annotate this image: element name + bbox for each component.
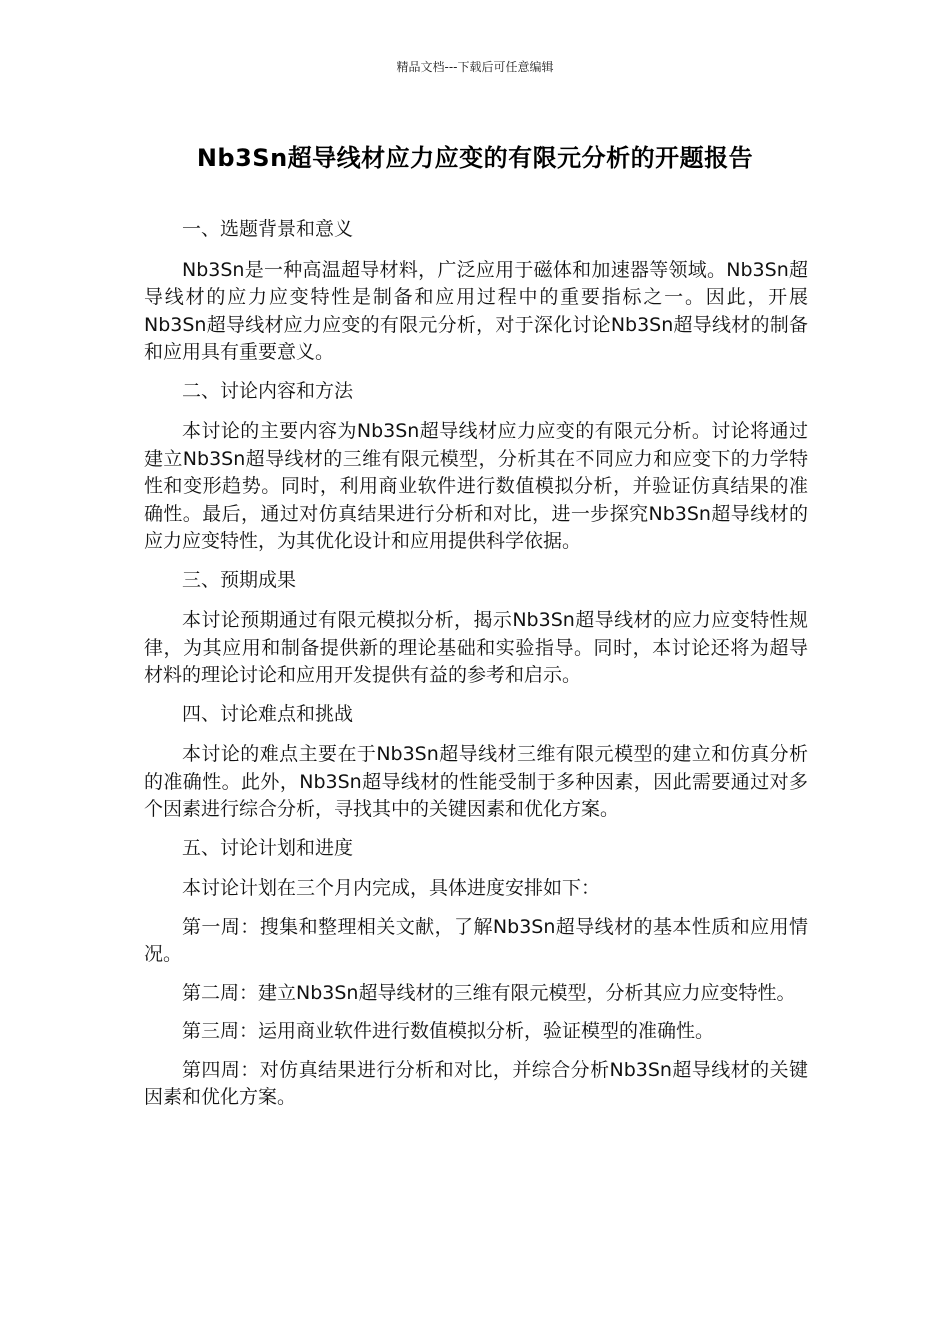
- paragraph-background: Nb3Sn是一种高温超导材料，广泛应用于磁体和加速器等领域。Nb3Sn超导线材的应力应变特性是制备和应用过程中的重要指标之一。因此，开展Nb3Sn超导线材应力应变的有限元分析，对于深化讨论Nb3Sn超导线材的制备和应用具有重要意义。: [144, 258, 808, 363]
- plan-week-3: 第三周：运用商业软件进行数值模拟分析，验证模型的准确性。: [182, 1020, 715, 1042]
- plan-week-2: 第二周：建立Nb3Sn超导线材的三维有限元模型，分析其应力应变特性。: [182, 981, 796, 1004]
- document-body: [144, 216, 808, 1123]
- paragraph-expected-results: 本讨论预期通过有限元模拟分析，揭示Nb3Sn超导线材的应力应变特性规律，为其应用和制备提供新的理论基础和实验指导。同时，本讨论还将为超导材料的理论讨论和应用开发提供有益的参考和启示。: [144, 609, 808, 686]
- section-heading-difficulties: 四、讨论难点和挑战: [182, 702, 354, 725]
- paragraph-difficulties: 本讨论的难点主要在于Nb3Sn超导线材三维有限元模型的建立和仿真分析的准确性。此外，Nb3Sn超导线材的性能受制于多种因素，因此需要通过对多个因素进行综合分析，寻找其中的关键因素和优化方案。: [144, 743, 808, 820]
- plan-week-4: 第四周：对仿真结果进行分析和对比，并综合分析Nb3Sn超导线材的关键因素和优化方案。: [144, 1058, 808, 1108]
- document-title: Nb3Sn超导线材应力应变的有限元分析的开题报告: [196, 144, 754, 172]
- paragraph-content-methods: 本讨论的主要内容为Nb3Sn超导线材应力应变的有限元分析。讨论将通过建立Nb3Sn超导线材的三维有限元模型，分析其在不同应力和应变下的力学特性和变形趋势。同时，利用商业软件进行数值模拟分析，并验证仿真结果的准确性。最后，通过对仿真结果进行分析和对比，进一步探究Nb3Sn超导线材的应力应变特性，为其优化设计和应用提供科学依据。: [144, 420, 808, 552]
- section-heading-content-methods: 二、讨论内容和方法: [182, 379, 354, 402]
- section-heading-background: 一、选题背景和意义: [182, 218, 354, 240]
- page-header: 精品文档---下载后可任意编辑: [396, 60, 554, 74]
- plan-week-1: 第一周：搜集和整理相关文献，了解Nb3Sn超导线材的基本性质和应用情况。: [144, 915, 808, 965]
- section-heading-plan: 五、讨论计划和进度: [182, 836, 354, 859]
- paragraph-plan-intro: 本讨论计划在三个月内完成，具体进度安排如下：: [182, 877, 601, 899]
- section-heading-expected-results: 三、预期成果: [182, 568, 297, 591]
